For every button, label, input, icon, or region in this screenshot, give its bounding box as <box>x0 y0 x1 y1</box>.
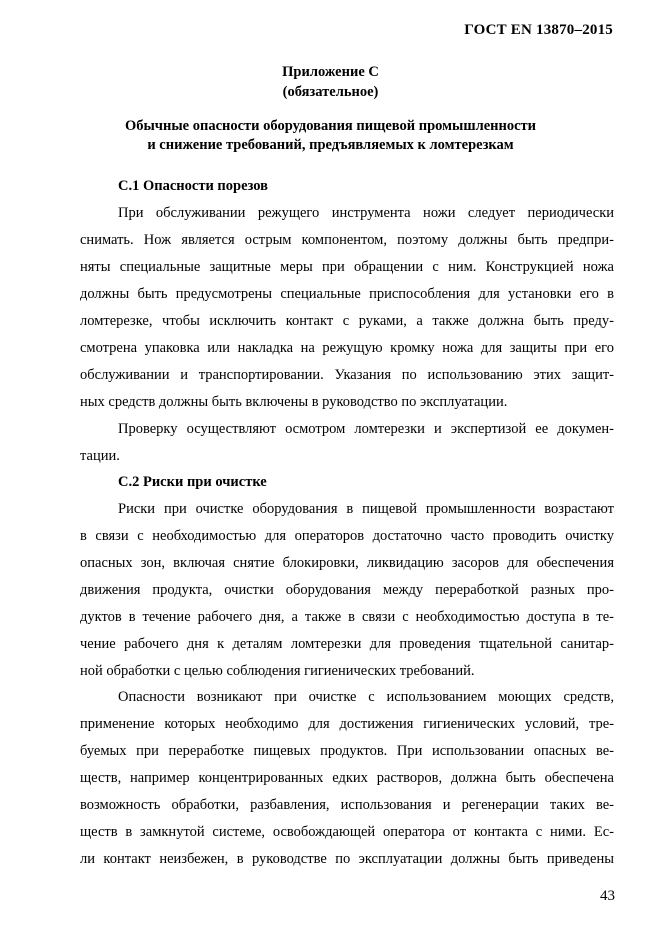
paragraph-c1-1 <box>80 200 614 416</box>
text-line: ществ в замкнутой системе, освобождающей оператора от контакта с ними. Ес- <box>80 824 614 840</box>
section-heading-c2: С.2 Риски при очистке <box>118 474 267 490</box>
annex-title: Приложение С <box>282 64 379 80</box>
annex-subject-line: Обычные опасности оборудования пищевой промышленности <box>124 118 537 134</box>
text-line: применение которых необходимо для достижения гигиенических условий, тре- <box>80 716 614 732</box>
annex-subject <box>0 117 661 155</box>
text-line: ной обработки с целью соблюдения гигиенических требований. <box>80 663 475 679</box>
text-line: ществ, например концентрированных едких растворов, должна быть обеспечена <box>80 770 614 786</box>
text-line: движения продукта, очистки оборудования между переработкой разных про- <box>80 582 614 598</box>
text-line: няты специальные защитные меры при обращении с ним. Конструкцией ножа <box>80 259 614 275</box>
section-heading-c1: С.1 Опасности порезов <box>118 178 268 194</box>
paragraph-c1-2 <box>80 416 614 470</box>
text-line: снимать. Нож является острым компонентом, поэтому должны быть предпри- <box>80 232 614 248</box>
annex-status: (обязательное) <box>282 84 379 100</box>
text-line: буемых при переработке пищевых продуктов. При использовании опасных ве- <box>80 743 614 759</box>
text-line: ли контакт неизбежен, в руководстве по эксплуатации должны быть приведены <box>80 851 614 867</box>
text-line: обслуживании и транспортировании. Указания по использованию этих защит- <box>80 367 614 383</box>
paragraph-c2-1 <box>80 496 614 685</box>
text-line: смотрена упаковка или накладка на режущую кромку ножа для защиты при его <box>80 340 614 356</box>
text-line: возможность обработки, разбавления, использования и регенерации таких ве- <box>80 797 614 813</box>
paragraph-c2-2 <box>80 684 614 873</box>
standard-designation: ГОСТ EN 13870–2015 <box>464 22 613 38</box>
annex-subject-line: и снижение требований, предъявляемых к ломтерезкам <box>147 137 514 153</box>
text-line: дуктов в течение рабочего дня, а также в связи с необходимостью доступа в те- <box>80 609 614 625</box>
text-line: ломтерезке, чтобы исключить контакт с руками, а также должна быть преду- <box>80 313 614 329</box>
text-line: чение рабочего дня к деталям ломтерезки для проведения тщательной санитар- <box>80 636 614 652</box>
text-line: в связи с необходимостью для операторов достаточно часто проводить очистку <box>80 528 614 544</box>
text-line: При обслуживании режущего инструмента ножи следует периодически <box>118 205 614 221</box>
text-line: ных средств должны быть включены в руководство по эксплуатации. <box>80 394 508 410</box>
page-number: 43 <box>600 888 615 904</box>
text-line: опасных зон, включая снятие блокировки, ликвидацию засоров для обеспечения <box>80 555 614 571</box>
text-line: Проверку осуществляют осмотром ломтерезки и экспертизой ее докумен- <box>118 421 614 437</box>
text-line: Риски при очистке оборудования в пищевой промышленности возрастают <box>118 501 614 517</box>
text-line: тации. <box>80 448 120 464</box>
text-line: должны быть предусмотрены специальные приспособления для установки его в <box>80 286 614 302</box>
text-line: Опасности возникают при очистке с использованием моющих средств, <box>118 689 614 705</box>
